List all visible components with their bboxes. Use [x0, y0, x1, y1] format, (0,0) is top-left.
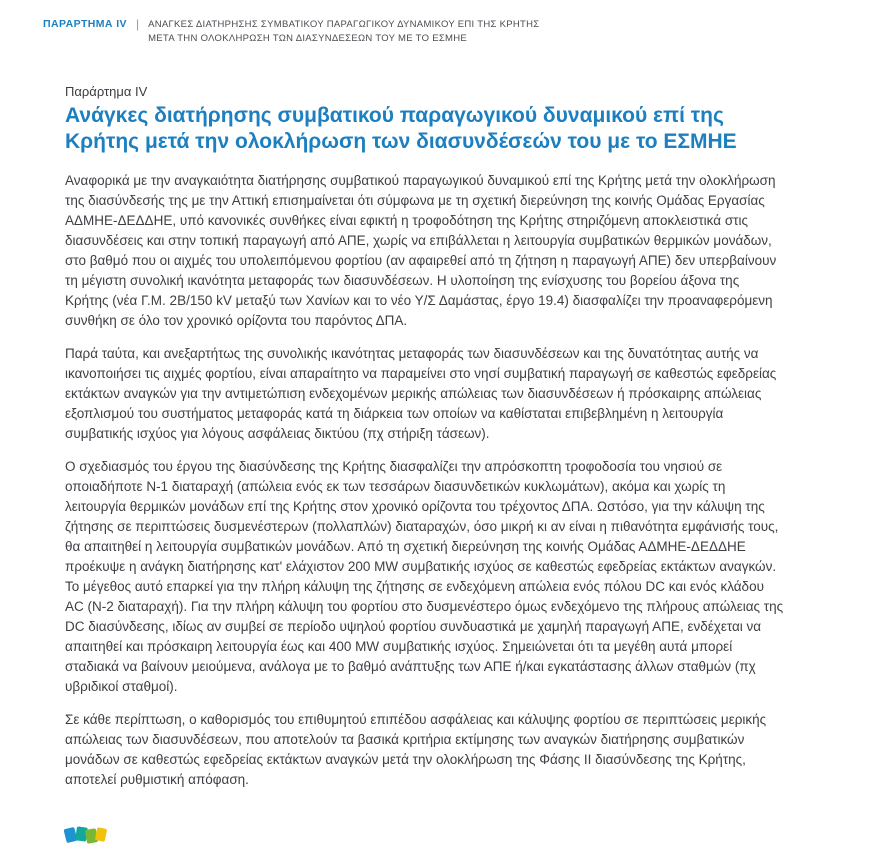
header-subtitle-line1: ΑΝΑΓΚΕΣ ΔΙΑΤΗΡΗΣΗΣ ΣΥΜΒΑΤΙΚΟΥ ΠΑΡΑΓΩΓΙΚΟΥ ΔΥΝΑΜΙΚΟΥ ΕΠΙ ΤΗΣ ΚΡΗΤΗΣ: [148, 19, 540, 30]
header-separator: |: [135, 17, 140, 31]
annex-kicker: Παράρτημα IV: [65, 84, 148, 99]
admie-logo-icon: [64, 824, 108, 846]
paragraph-1: Αναφορικά με την αναγκαιότητα διατήρησης συμβατικού παραγωγικού δυναμικού επί της Κρήτης μετά την ολοκλήρωση της διασύνδεσής της με την Αττική επισημαίνεται ότι σύμφωνα με τη σχετική διερεύνηση της κοινής Ομάδας Εργασίας ΑΔΜΗΕ-ΔΕΔΔΗΕ, υπό κανονικές συνθήκες είναι εφικτή η τροφοδότηση της Κρήτης στηριζόμενη αποκλειστικά στις διασυνδέσεις και στην τοπική παραγωγή από ΑΠΕ, χωρίς να επιβάλλεται η λειτουργία συμβατικών θερμικών μονάδων, στο βαθμό που οι αιχμές του υπολειπόμενου φορτίου (αν αφαιρεθεί από τη ζήτηση η παραγωγή ΑΠΕ) δεν υπερβαίνουν τη μέγιστη συνολική ικανότητα μεταφοράς των διασυνδέσεων. Η υλοποίηση της ενίσχυσης του βορείου άξονα της Κρήτης (νέα Γ.Μ. 2Β/150 kV μεταξύ των Χανίων και το νέο Υ/Σ Δαμάστας, έργο 19.4) διασφαλίζει την προαναφερόμενη συνθήκη σε όλο τον χρονικό ορίζοντα του παρόντος ΔΠΑ.: [65, 173, 777, 328]
logo-flags: [64, 826, 107, 844]
header-subtitle-line2: ΜΕΤΑ ΤΗΝ ΟΛΟΚΛΗΡΩΣΗ ΤΩΝ ΔΙΑΣΥΝΔΕΣΕΩΝ ΤΟΥ ΜΕ ΤΟ ΕΣΜΗΕ: [148, 32, 468, 44]
paragraph-4: Σε κάθε περίπτωση, ο καθορισμός του επιθυμητού επιπέδου ασφάλειας και κάλυψης φορτίου σε περιπτώσεις μερικής απώλειας των διασυνδέσεων, που αποτελούν τα βασικά κριτήρια εκτίμησης των αναγκών διατήρησης συμβατικών μονάδων σε καθεστώς εφεδρείας εκτάκτων αναγκών μετά την ολοκλήρωση της Φάσης II διασύνδεσης της Κρήτης, αποτελεί ρυθμιστική απόφαση.: [65, 712, 767, 787]
body-text: [65, 171, 815, 790]
header-subtitle: [148, 18, 539, 45]
paragraph-2: Παρά ταύτα, και ανεξαρτήτως της συνολικής ικανότητας μεταφοράς των διασυνδέσεων και της δυνατότητας αυτής να ικανοποιήσει τις αιχμές φορτίου, είναι απαραίτητο να παραμείνει στο νησί συμβατική παραγωγή σε καθεστώς εφεδρείας εκτάκτων αναγκών για την αντιμετώπιση ενδεχομένων μερικής απώλειας των διασυνδέσεων ή πρόσκαιρης απώλειας εξοπλισμού του συστήματος μεταφοράς κατά τη διάρκεια των οποίων να καθίσταται επιβεβλημένη η λειτουργία συμβατικής ισχύος για λόγους ασφάλειας δικτύου (πχ στήριξη τάσεων).: [65, 346, 777, 441]
annex-tag: ΠΑΡΑΡΤΗΜΑ IV: [43, 18, 127, 30]
paragraph-3: Ο σχεδιασμός του έργου της διασύνδεσης της Κρήτης διασφαλίζει την απρόσκοπτη τροφοδοσία του νησιού σε οποιαδήποτε N-1 διαταραχή (απώλεια ενός εκ των τεσσάρων διασυνδετικών κυκλωμάτων), ακόμα και χωρίς τη λειτουργία θερμικών μονάδων επί της Κρήτης στον χρονικό ορίζοντα του τρέχοντος ΔΠΑ. Ωστόσο, για την κάλυψη της ζήτησης σε περιπτώσεις δυσμενέστερων (πολλαπλών) διαταραχών, όσο μικρή κι αν είναι η πιθανότητα εμφάνισής τους, θα απαιτηθεί η λειτουργία συμβατικών μονάδων. Από τη σχετική διερεύνηση της κοινής Ομάδας ΑΔΜΗΕ-ΔΕΔΔΗΕ προέκυψε η ανάγκη διατήρησης κατ' ελάχιστον 200 MW συμβατικής ισχύος σε καθεστώς εφεδρείας εκτάκτων αναγκών. Το μέγεθος αυτό επαρκεί για την πλήρη κάλυψη της ζήτησης σε ενδεχόμενη απώλεια ενός πόλου DC και ενός κλάδου AC (N-2 διαταραχή). Για την πλήρη κάλυψη του φορτίου στο δυσμενέστερο όμως ενδεχόμενο της πλήρους απώλειας της DC διασύνδεσης, ιδίως αν συμβεί σε περίοδο υψηλού φορτίου συνδυαστικά με χαμηλή παραγωγή ΑΠΕ, ενδέχεται να απαιτηθεί και πρόσκαιρη λειτουργία έως και 400 MW συμβατικής ισχύος. Σημειώνεται ότι τα μεγέθη αυτά μπορεί σταδιακά να βαίνουν μειούμενα, ανάλογα με το βαθμό ανάπτυξης των ΑΠΕ ή/και εγκατάστασης άλλων σταθμών (πχ υβριδικοί σταθμοί).: [65, 459, 784, 694]
page-running-header: [43, 18, 539, 45]
document-body: [65, 84, 815, 803]
page-title: Ανάγκες διατήρησης συμβατικού παραγωγικού δυναμικού επί της Κρήτης μετά την ολοκλήρωση των διασυνδέσεών του με το ΕΣΜΗΕ: [65, 104, 737, 153]
